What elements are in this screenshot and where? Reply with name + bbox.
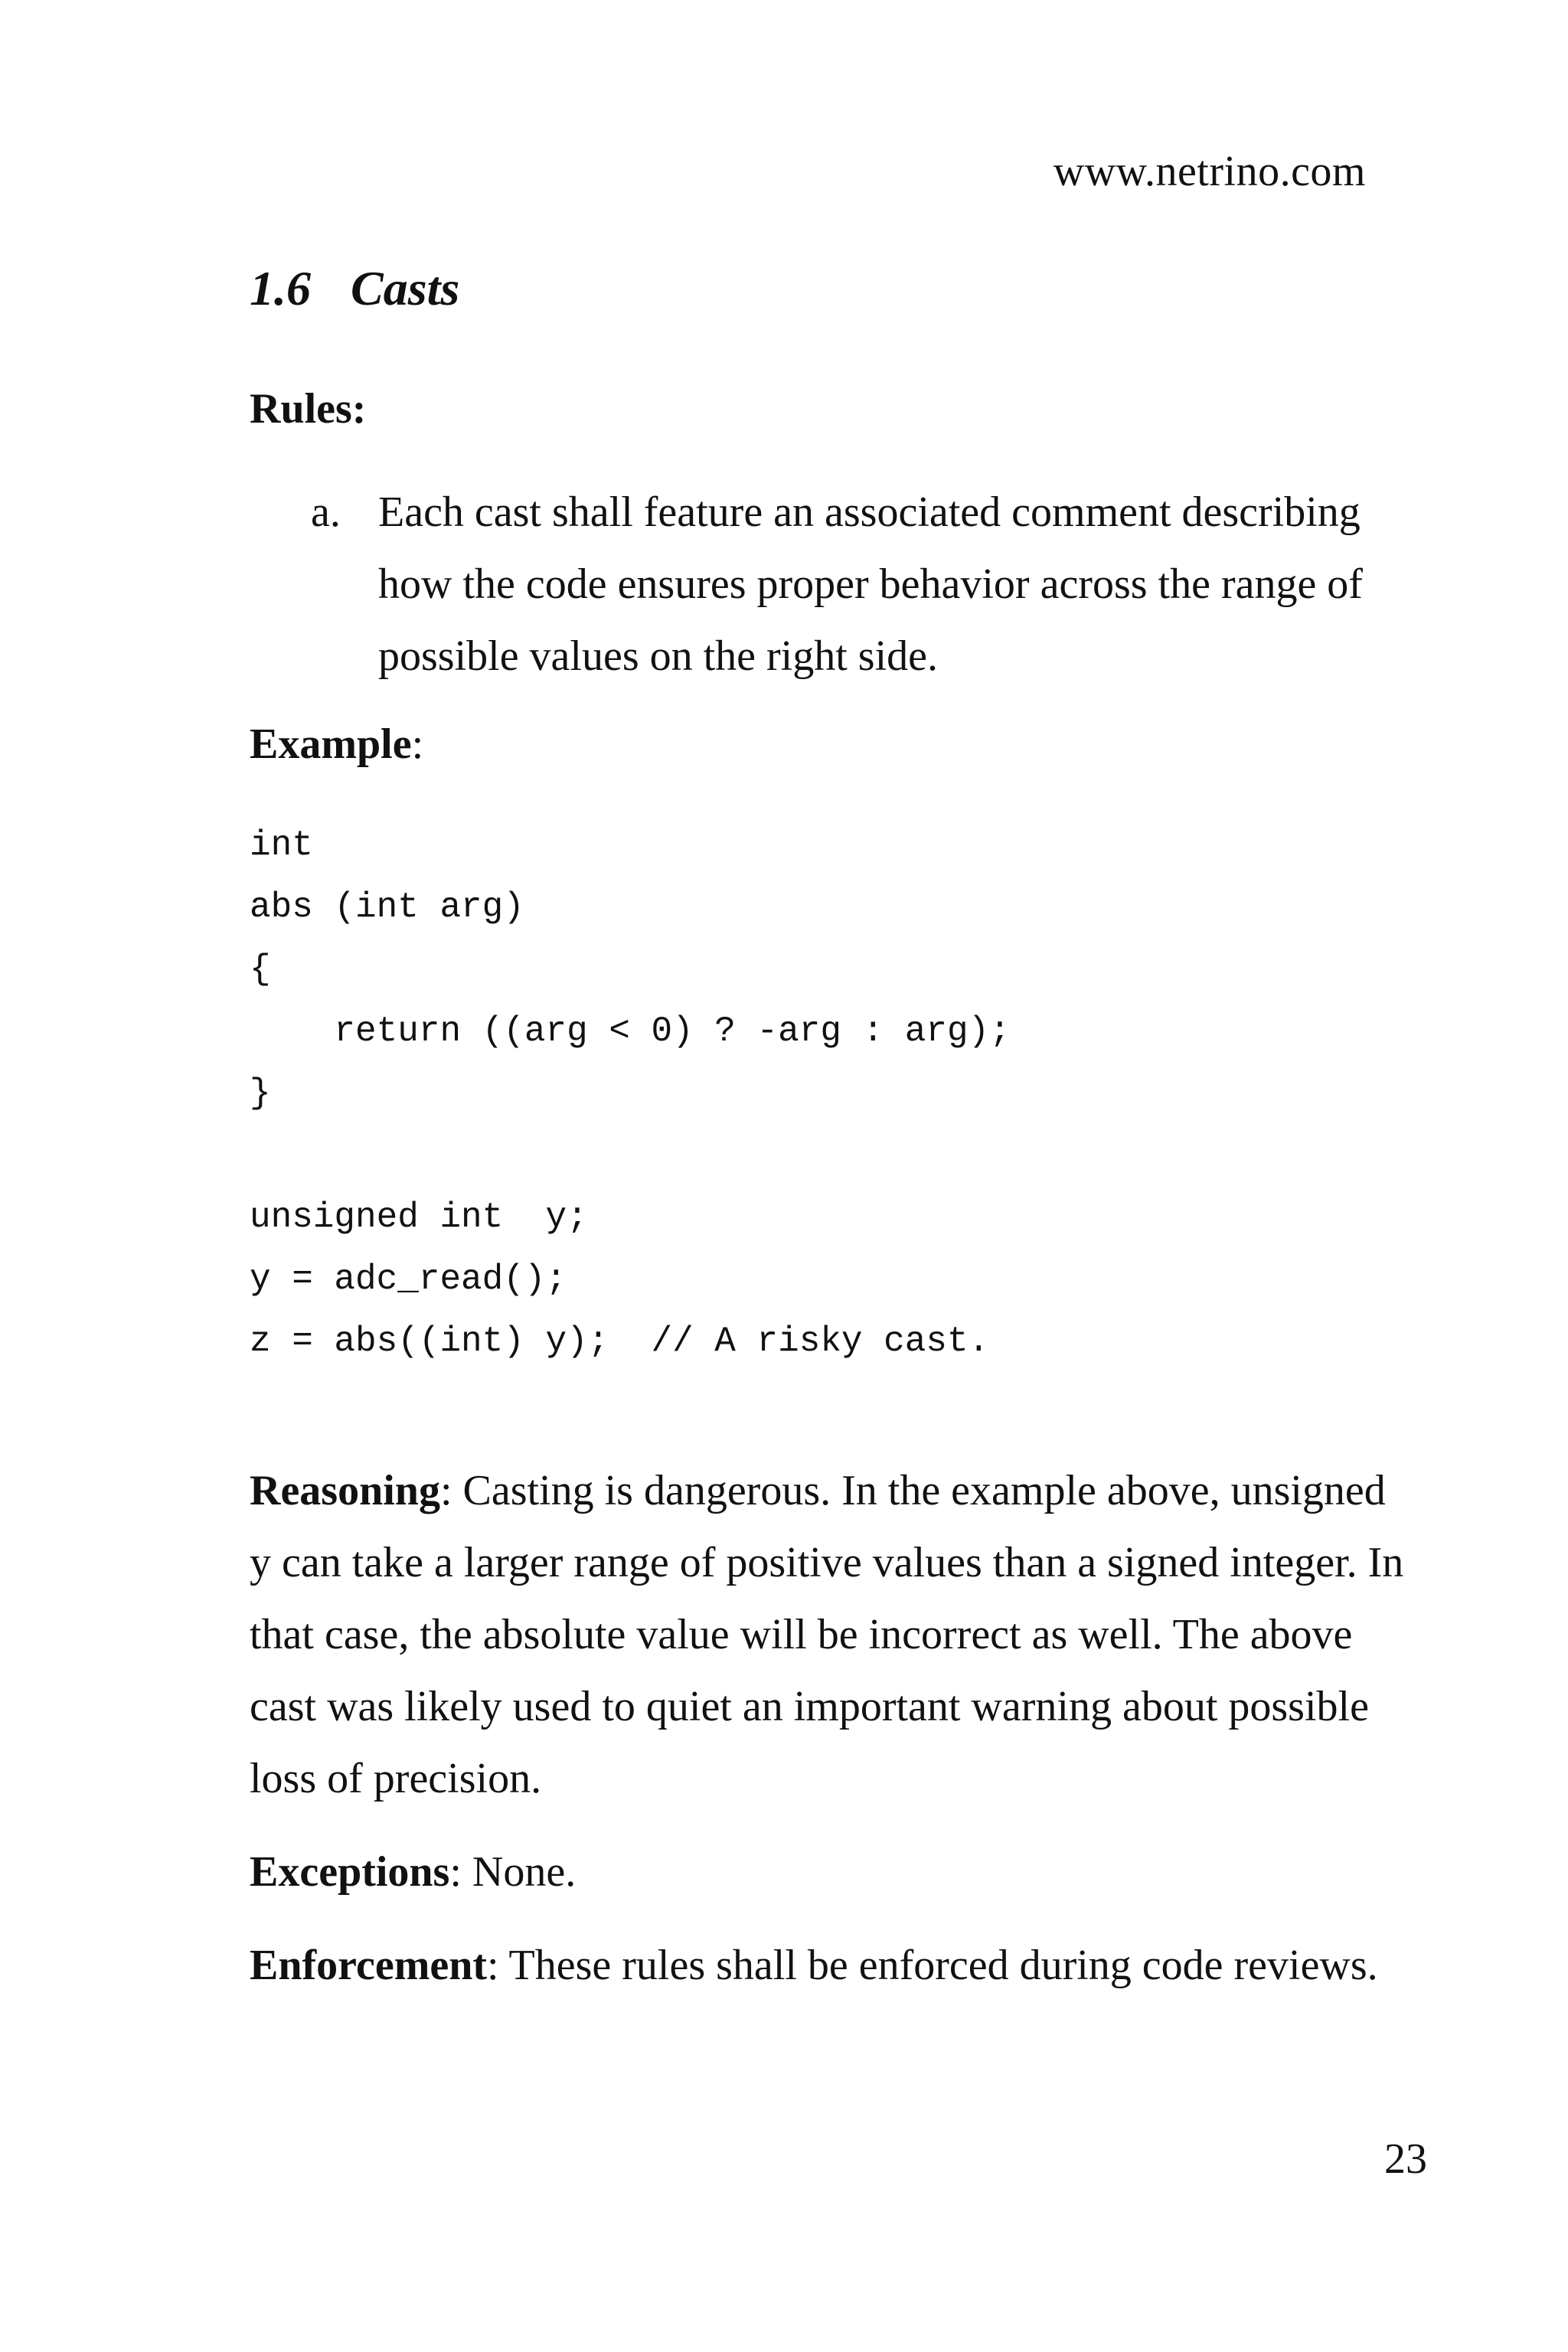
- reasoning-paragraph: [250, 1455, 1413, 1815]
- code-line: {: [250, 949, 271, 989]
- code-line: y = adc_read();: [250, 1259, 567, 1299]
- code-example: [250, 815, 1011, 1373]
- enforcement-text: : These rules shall be enforced during code reviews.: [487, 1942, 1378, 1989]
- code-line: return ((arg < 0) ? -arg : arg);: [250, 1011, 1011, 1051]
- section-title: [250, 260, 459, 317]
- rule-text: Each cast shall feature an associated comment describing how the code ensures proper behavior across the range of possible values on the right side.: [378, 488, 1363, 680]
- enforcement-label: Enforcement: [250, 1942, 487, 1989]
- reasoning-label: Reasoning: [250, 1467, 440, 1514]
- rule-marker: a.: [311, 488, 341, 536]
- page-number: 23: [1384, 2135, 1427, 2183]
- enforcement-paragraph: [250, 1929, 1413, 2001]
- code-line: abs (int arg): [250, 887, 524, 927]
- code-line: z = abs((int) y); // A risky cast.: [250, 1321, 990, 1361]
- section-number: 1.6: [250, 261, 311, 315]
- example-heading: [250, 720, 423, 769]
- section-title-text: Casts: [351, 261, 460, 315]
- exceptions-text: : None.: [449, 1848, 577, 1896]
- code-line: int: [250, 825, 313, 865]
- code-line: }: [250, 1073, 271, 1113]
- page-header-url: www.netrino.com: [1053, 148, 1366, 195]
- rule-item-a: [311, 476, 1398, 692]
- code-line-blank: [250, 1125, 1011, 1187]
- example-label: Example: [250, 720, 412, 768]
- rules-heading: Rules:: [250, 385, 367, 433]
- exceptions-paragraph: [250, 1836, 1413, 1908]
- example-colon: :: [411, 720, 424, 768]
- reasoning-text: : Casting is dangerous. In the example above, unsigned y can take a larger range of positive values than a signed integer. In that case, the absolute value will be incorrect as well. The above cast was likely used to quiet an important warning about possible loss of precision.: [250, 1467, 1404, 1802]
- code-line: unsigned int y;: [250, 1197, 588, 1237]
- exceptions-label: Exceptions: [250, 1848, 450, 1896]
